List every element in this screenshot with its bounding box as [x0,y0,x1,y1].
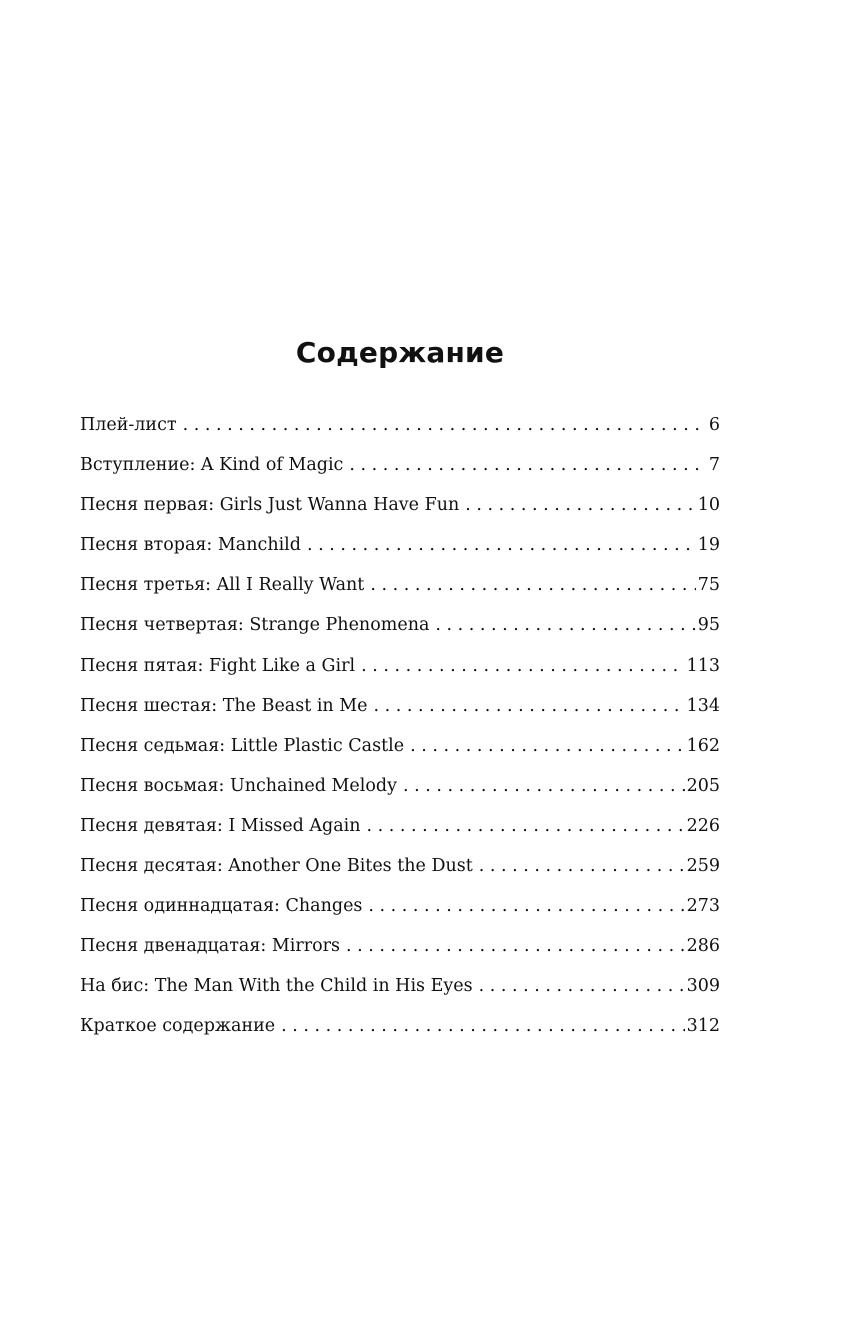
toc-entry-title: Песня пятая: Fight Like a Girl [80,655,356,676]
toc-entry [80,931,720,971]
toc-page-number: 7 [708,455,720,476]
toc-page-number: 286 [686,936,720,957]
toc-entry-title: Плей-лист [80,415,177,435]
toc-entry-title: Песня первая: Girls Just Wanna Have Fun [80,495,460,516]
dot-leader [281,1011,684,1041]
toc-entry [80,1011,720,1051]
toc-page-number: 6 [708,415,720,435]
toc-page-number: 226 [686,815,720,836]
page-title: Содержание [295,336,505,369]
toc-entry-title: Песня вторая: Manchild [80,535,301,556]
toc-entry-title: Песня двенадцатая: Mirrors [80,936,340,957]
toc-entry [80,851,720,891]
toc-entry-title: Песня десятая: Another One Bites the Dust [80,856,473,877]
dot-leader [368,891,684,921]
dot-leader [183,410,707,440]
toc-entry [80,771,720,811]
dot-leader [374,691,685,721]
toc-entry [80,490,720,530]
toc-entry-title: Песня девятая: I Missed Again [80,815,361,836]
toc-page-number: 10 [697,495,720,516]
toc-page-number: 259 [686,856,720,877]
dot-leader [367,811,685,841]
toc-entry [80,891,720,931]
toc-entry [80,651,720,691]
dot-leader [479,971,685,1001]
toc-entry [80,530,720,570]
toc-page-number: 309 [686,976,720,997]
dot-leader [403,771,685,801]
toc-entry-title: Вступление: A Kind of Magic [80,455,344,476]
dot-leader [410,731,685,761]
toc-page-number: 273 [686,896,720,917]
table-of-contents [80,410,720,1052]
toc-entry [80,811,720,851]
dot-leader [465,490,695,520]
toc-entry-title: Песня седьмая: Little Plastic Castle [80,735,405,756]
dot-leader [307,530,696,560]
toc-page-number: 205 [686,775,720,796]
toc-entry-title: Песня шестая: The Beast in Me [80,695,368,716]
toc-entry [80,971,720,1011]
toc-entry-title: На бис: The Man With the Child in His Eyes [80,976,473,997]
toc-entry [80,450,720,490]
toc-entry [80,610,720,650]
dot-leader [349,450,707,480]
toc-entry [80,410,720,450]
dot-leader [479,851,685,881]
toc-page-number: 75 [697,575,720,596]
toc-entry-title: Песня третья: All I Really Want [80,575,365,596]
toc-page-number: 95 [697,615,720,636]
toc-page-number: 19 [697,535,720,556]
toc-entry-title: Песня восьмая: Unchained Melody [80,775,397,796]
dot-leader [370,570,695,600]
dot-leader [346,931,685,961]
toc-entry-title: Песня одиннадцатая: Changes [80,896,363,917]
toc-page-number: 162 [686,735,720,756]
toc-entry-title: Краткое содержание [80,1016,276,1037]
dot-leader [435,610,695,640]
toc-entry [80,731,720,771]
toc-entry-title: Песня четвертая: Strange Phenomena [80,615,430,636]
toc-page-number: 312 [686,1016,720,1037]
toc-entry [80,570,720,610]
dot-leader [361,651,685,681]
toc-entry [80,691,720,731]
toc-page-number: 113 [686,655,720,676]
toc-page-number: 134 [686,695,720,716]
